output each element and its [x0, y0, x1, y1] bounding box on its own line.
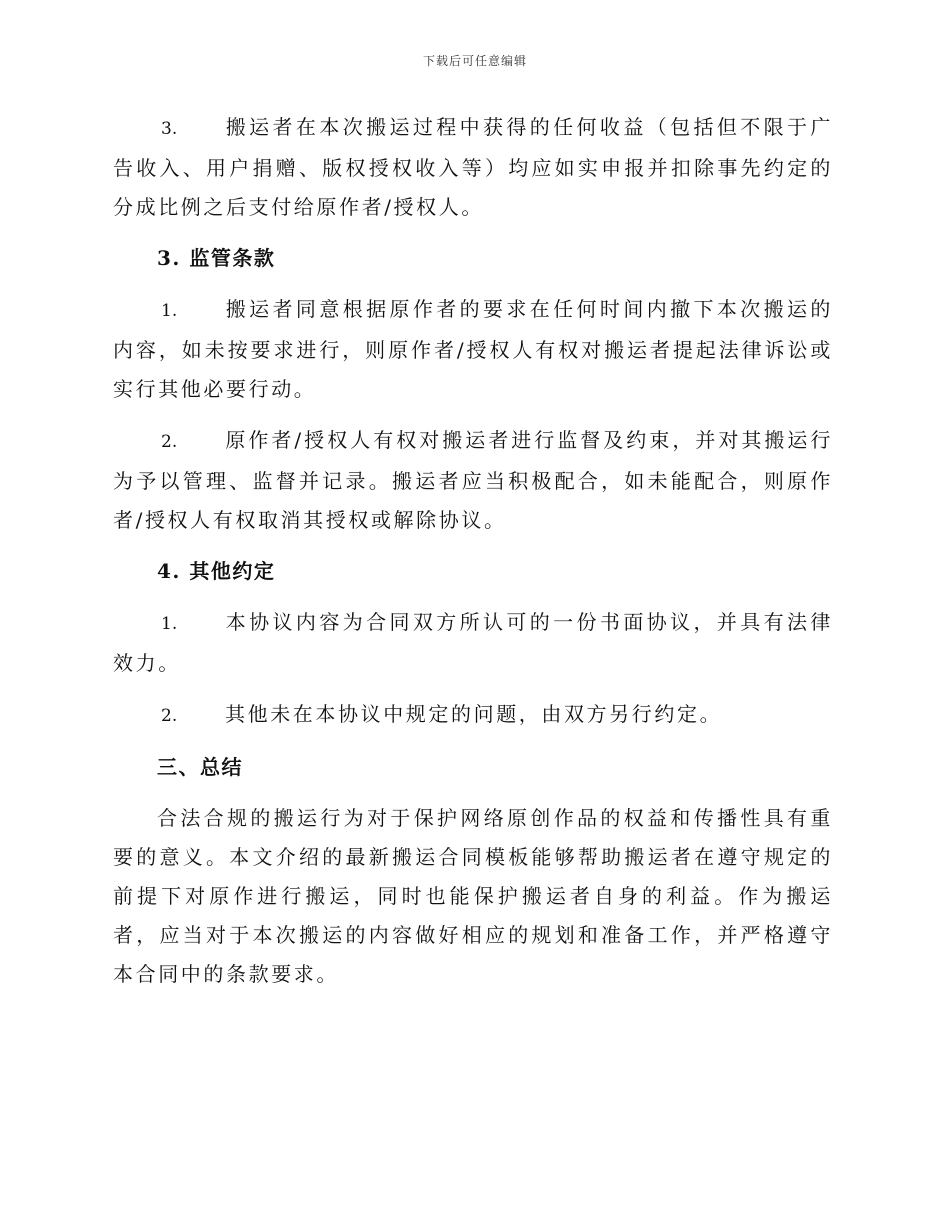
section-heading-other: 4. 其他约定	[157, 559, 276, 583]
item-text: 搬运者在本次搬运过程中获得的任何收益（包括但不限于广告收入、用户捐赠、版权授权收入等）均应如实申报并扣除事先约定的分成比例之后支付给原作者/授权人。	[113, 115, 833, 219]
supervision-item-1	[113, 290, 833, 409]
header-note: 下载后可任意编辑	[422, 54, 527, 68]
item-number: 1.	[161, 614, 178, 634]
supervision-item-2	[113, 421, 833, 540]
item-text: 搬运者同意根据原作者的要求在任何时间内撤下本次搬运的内容，如未按要求进行，则原作者/授权人有权对搬运者提起法律诉讼或实行其他必要行动。	[113, 297, 833, 401]
other-item-1	[113, 603, 833, 683]
item-number: 2.	[161, 706, 178, 726]
item-number: 3.	[161, 119, 178, 139]
item-number: 2.	[161, 432, 178, 452]
item-text: 本协议内容为合同双方所认可的一份书面协议，并具有法律效力。	[113, 610, 833, 675]
section-heading-summary: 三、总结	[157, 755, 243, 779]
section-heading-supervision: 3. 监管条款	[157, 246, 276, 270]
item-text: 原作者/授权人有权对搬运者进行监督及约束，并对其搬运行为予以管理、监督并记录。搬运者应当积极配合，如未能配合，则原作者/授权人有权取消其授权或解除协议。	[113, 428, 833, 532]
item-number: 1.	[161, 301, 178, 321]
other-item-2	[113, 695, 833, 736]
item-text: 其他未在本协议中规定的问题，由双方另行约定。	[225, 702, 723, 726]
document-body	[113, 108, 833, 1006]
revenue-item-3	[113, 108, 833, 227]
summary-paragraph: 合法合规的搬运行为对于保护网络原创作品的权益和传播性具有重要的意义。本文介绍的最新搬运合同模板能够帮助搬运者在遵守规定的前提下对原作进行搬运，同时也能保护搬运者自身的利益。作为搬运者，应当对于本次搬运的内容做好相应的规划和准备工作，并严格遵守本合同中的条款要求。	[113, 806, 833, 986]
